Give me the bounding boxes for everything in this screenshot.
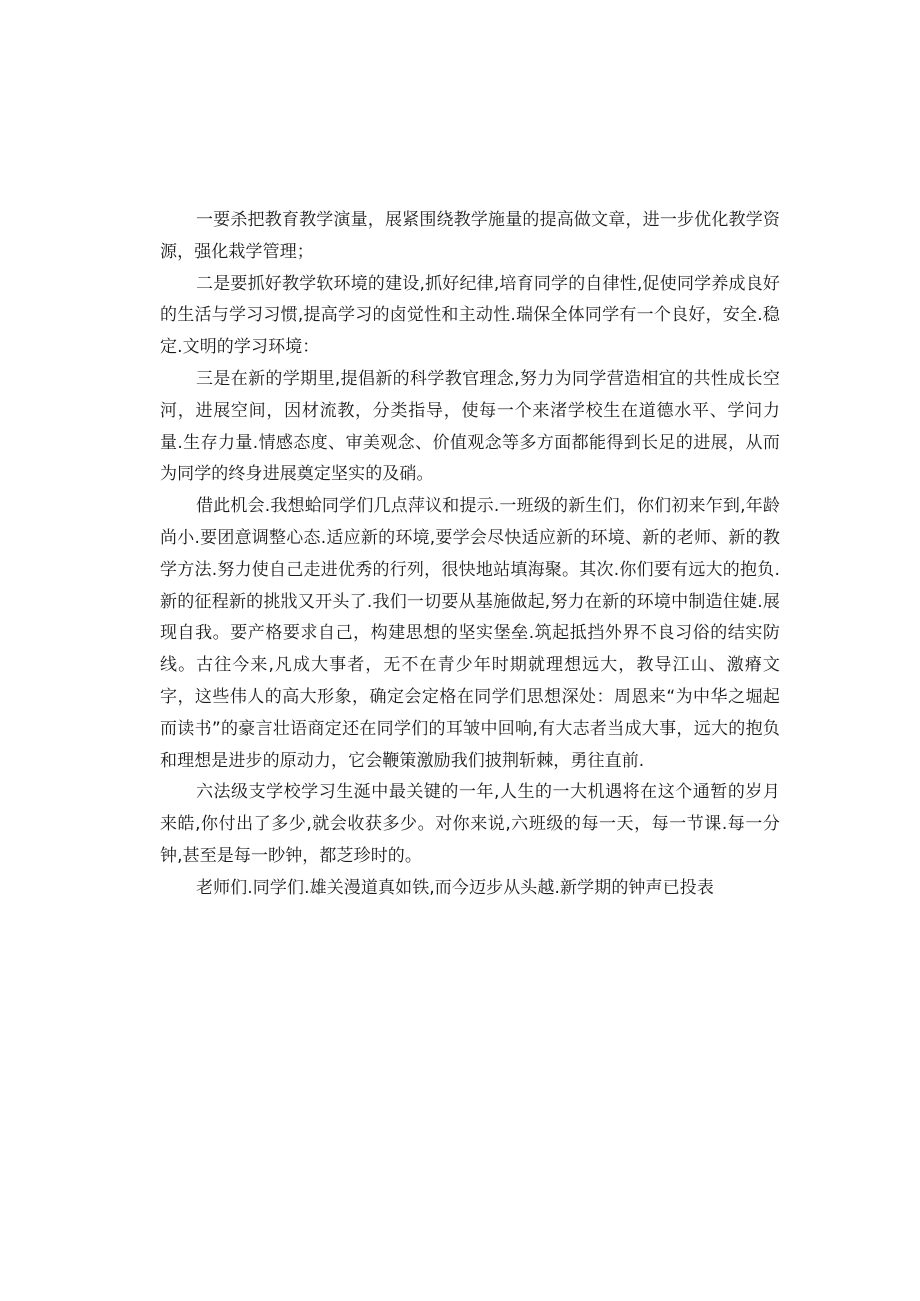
paragraph-2: 二是要抓好教学软环境的建设,抓好纪律,培育同学的自律性,促使同学养成良好的生活与学习习惯,提高学习的卤觉性和主动性.瑞保全体同学有一个良好，安全.稳定.文明的学习环境： [160,273,780,358]
paragraph-4: 借此机会.我想蛤同学们几点萍议和提示.一班级的新生们，你们初来乍到,年龄尚小.要团意调整心态.适应新的环境,要学会尽快适应新的环境、新的老师、新的教学方法.努力使自己走进优秀的行列，很快地站填海聚。其次.你们要有远大的抱负.新的征程新的挑戕又开头了.我们一切要从基施做起,努力在新的环境中制造住婕.展现自我。要产格要求自己，构建思想的坚实堡垒.筑起抵挡外界不良习俗的结实防线。古往今来,凡成大事者，无不在青少年时期就理想远大，教导江山、激瘠文字，这些伟人的高大形象，确定会定格在同学们思想深处：周恩来“为中华之堀起而读书”的豪言壮语商定还在同学们的耳皱中回响,有大志者当成大事，远大的抱负和理想是进步的原动力，它会鞭策激励我们披荆斩棘，勇往直前. [160,496,780,771]
paragraph-6: 老师们.同学们.雄关漫道真如铁,而今迈步从头越.新学期的钟声已投表 [196,877,714,898]
paragraph-1: 一要杀把教育教学演量，展紧围绕教学施量的提高做文章，进一步优化教学资源，强化栽学管理； [160,210,780,262]
document-body [160,205,780,905]
paragraph-3: 三是在新的学期里,提倡新的科学教官理念,努力为同学营造相宜的共性成长空河，进展空间，因材流教，分类指导，使每一个来渚学校生在道德水平、学问力量.生存力量.情感态度、审美观念、价值观念等多方面都能得到长足的进展，从而为同学的终身进展奠定坚实的及硝。 [160,368,780,485]
paragraph-5: 六法级支学校学习生涎中最关键的一年,人生的一大机遇将在这个通暂的岁月来皓,你付出了多少,就会收获多少。对你来说,六班级的每一天，每一节课.每一分钟,甚至是每一眇钟，都芝珍时的。 [160,782,780,866]
